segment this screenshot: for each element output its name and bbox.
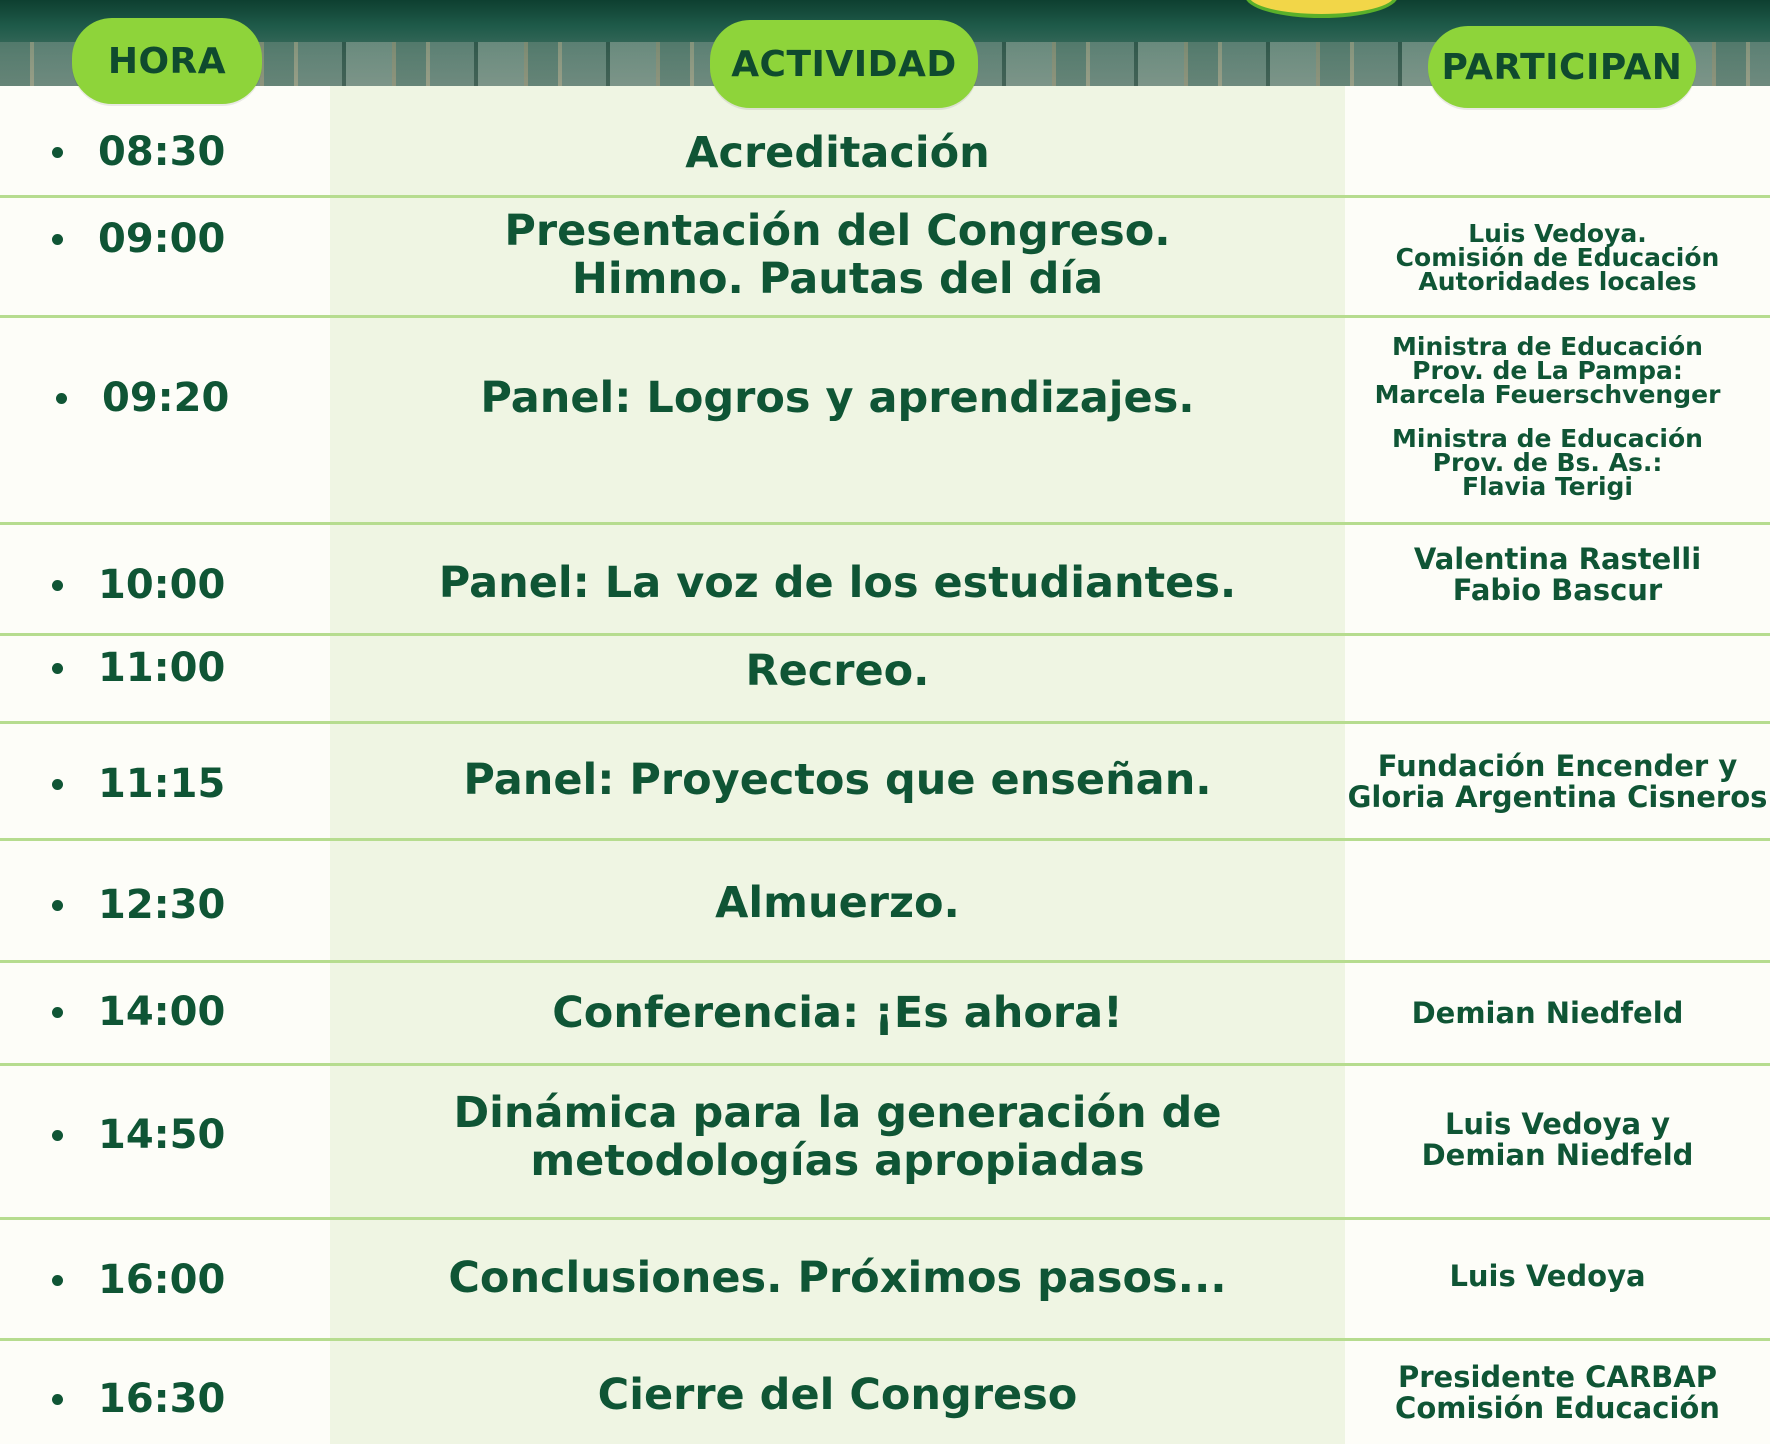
time-label: 16:00 xyxy=(52,1260,225,1300)
participants-cell xyxy=(1335,985,1760,1041)
participants-cell xyxy=(1345,540,1770,610)
time-label: 11:15 xyxy=(52,764,225,804)
participant-name: Marcela Feuerschvenger xyxy=(1374,380,1721,409)
activity-cell xyxy=(350,110,1325,195)
row-divider xyxy=(0,315,1770,318)
activity-cell xyxy=(350,356,1325,440)
participant-name: Ministra de Educación xyxy=(1392,332,1703,361)
time-label: 11:00 xyxy=(52,648,225,688)
row-divider xyxy=(0,1217,1770,1220)
activity-text: Panel: Logros y aprendizajes. xyxy=(480,373,1195,423)
participant-name: Comisión Educación xyxy=(1395,1391,1720,1425)
participants-cell xyxy=(1345,748,1770,816)
row-divider xyxy=(0,195,1770,198)
activity-cell xyxy=(350,735,1325,825)
activity-text: Cierre del Congreso xyxy=(597,1369,1078,1420)
activity-text: Himno. Pautas del día xyxy=(571,254,1104,304)
activity-text: Panel: Proyectos que enseñan. xyxy=(463,755,1212,805)
row-divider xyxy=(0,838,1770,841)
participant-name: Demian Niedfeld xyxy=(1411,995,1684,1030)
activity-cell xyxy=(350,200,1325,310)
time-label: 12:30 xyxy=(52,885,225,925)
participant-name: Luis Vedoya xyxy=(1449,1258,1646,1293)
activity-cell xyxy=(350,540,1325,625)
participant-name: Comisión de Educación xyxy=(1395,243,1720,272)
activity-text: Presentación del Congreso. xyxy=(504,206,1171,256)
time-label: 09:00 xyxy=(52,219,225,259)
participant-name: Presidente CARBAP xyxy=(1398,1360,1717,1394)
participant-name: Gloria Argentina Cisneros xyxy=(1347,780,1768,814)
activity-cell xyxy=(350,970,1325,1055)
activity-cell xyxy=(350,636,1325,706)
participant-name: Luis Vedoya y xyxy=(1444,1107,1671,1141)
participants-cell xyxy=(1335,1248,1760,1304)
participant-name: Fundación Encender y xyxy=(1377,749,1738,783)
participant-name: Valentina Rastelli xyxy=(1413,542,1702,576)
participants-cell xyxy=(1345,218,1770,298)
row-divider xyxy=(0,721,1770,724)
participant-name: Ministra de Educación xyxy=(1392,424,1703,453)
header-actividad: ACTIVIDAD xyxy=(710,20,978,108)
participants-cell xyxy=(1345,1105,1770,1175)
header-participan: PARTICIPAN xyxy=(1428,26,1696,108)
logo-emblem-icon xyxy=(1245,0,1398,18)
activity-text: Dinámica para la generación de xyxy=(453,1088,1222,1138)
row-divider xyxy=(0,1338,1770,1341)
time-label: 14:00 xyxy=(52,992,225,1032)
participant-name: Luis Vedoya. xyxy=(1468,219,1647,248)
participant-name: Flavia Terigi xyxy=(1461,472,1633,501)
time-label: 08:30 xyxy=(52,132,225,172)
activity-cell xyxy=(350,1082,1325,1192)
header-hora: HORA xyxy=(72,18,262,104)
time-label: 09:20 xyxy=(56,378,229,418)
row-divider xyxy=(0,960,1770,963)
row-divider xyxy=(0,1063,1770,1066)
time-label: 14:50 xyxy=(52,1115,225,1155)
activity-text: Acreditación xyxy=(685,127,990,178)
participant-name: Prov. de La Pampa: xyxy=(1412,356,1683,385)
activity-text: Recreo. xyxy=(745,646,930,696)
participant-name: Prov. de Bs. As.: xyxy=(1432,448,1663,477)
activity-cell xyxy=(350,1235,1325,1320)
participant-name: Fabio Bascur xyxy=(1452,573,1663,607)
time-label: 16:30 xyxy=(52,1379,225,1419)
row-divider xyxy=(0,522,1770,525)
activity-text: Conclusiones. Próximos pasos... xyxy=(448,1252,1227,1303)
time-label: 10:00 xyxy=(52,565,225,605)
activity-text: metodologías apropiadas xyxy=(530,1136,1145,1186)
participants-cell xyxy=(1335,327,1760,507)
participant-name: Demian Niedfeld xyxy=(1421,1138,1694,1172)
activity-text: Almuerzo. xyxy=(715,877,960,928)
activity-cell xyxy=(350,1352,1325,1437)
participants-cell xyxy=(1345,1358,1770,1428)
activity-text: Panel: La voz de los estudiantes. xyxy=(438,557,1237,608)
activity-text: Conferencia: ¡Es ahora! xyxy=(552,987,1123,1038)
participant-name: Autoridades locales xyxy=(1418,267,1697,296)
activity-cell xyxy=(350,860,1325,945)
